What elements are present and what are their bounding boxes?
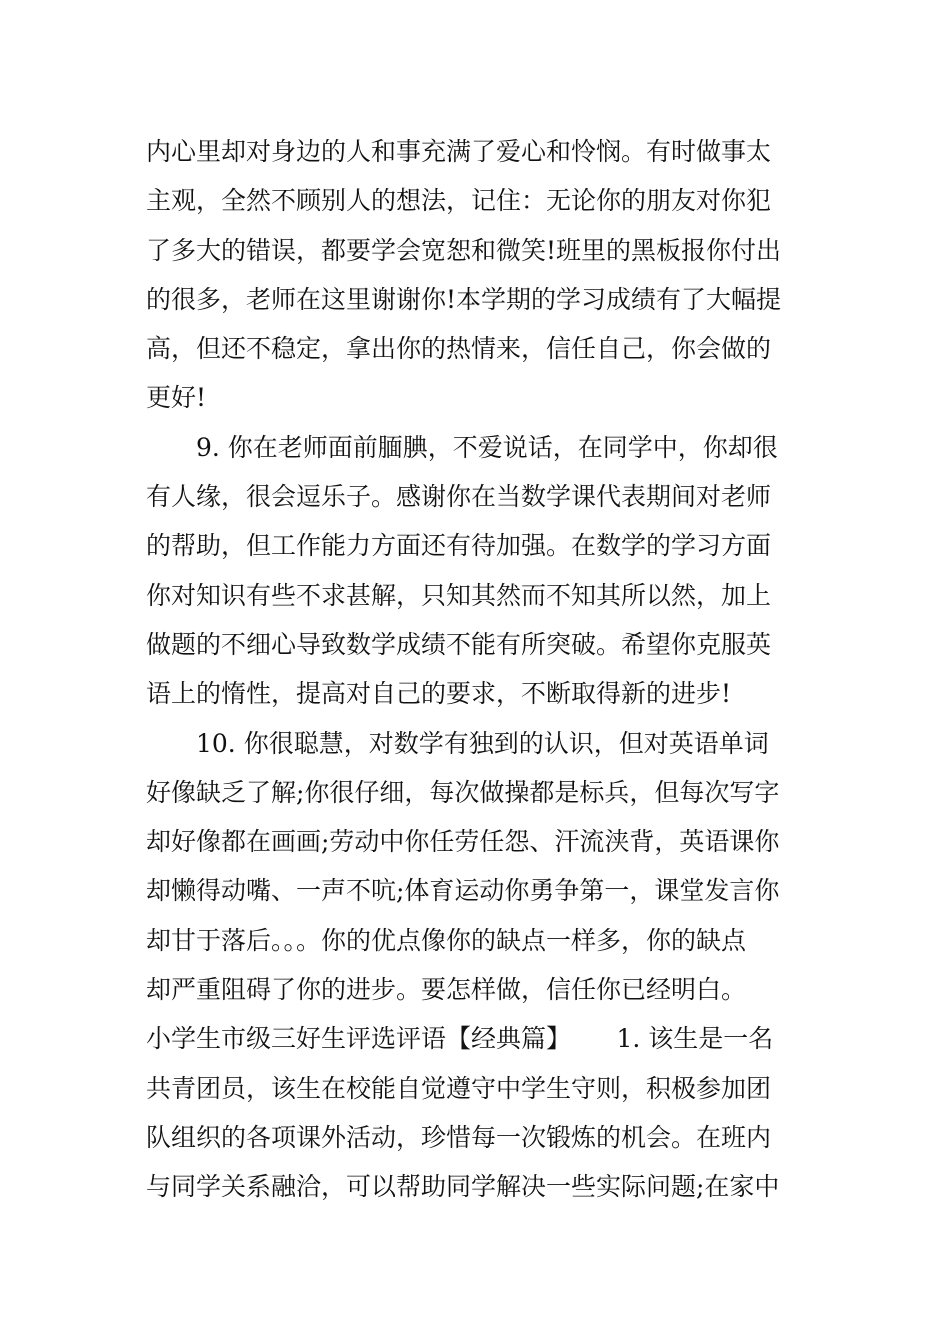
text-line-5: 高，但还不稳定，拿出你的热情来，信任自己，你会做的 bbox=[146, 334, 772, 364]
text-line-18: 却严重阻碍了你的进步。要怎样做，信任你已经明白。 bbox=[146, 975, 747, 1005]
text-line-15: 却好像都在画画;劳动中你任劳任怨、汗流浃背，英语课你 bbox=[146, 827, 780, 857]
text-line-9: 的帮助，但工作能力方面还有待加强。在数学的学习方面 bbox=[146, 531, 772, 561]
text-line-12: 语上的惰性，提高对自己的要求，不断取得新的进步! bbox=[146, 679, 732, 709]
text-line-7: 9. 你在老师面前腼腆，不爱说话，在同学中，你却很 bbox=[146, 432, 778, 462]
section-heading-line: 小学生市级三好生评选评语【经典篇】 1. 该生是一名 bbox=[146, 1024, 774, 1054]
text-line-22: 与同学关系融洽，可以帮助同学解决一些实际问题;在家中 bbox=[146, 1172, 780, 1202]
text-line-1: 内心里却对身边的人和事充满了爱心和怜悯。有时做事太 bbox=[146, 137, 772, 166]
text-line-10: 你对知识有些不求甚解，只知其然而不知其所以然，加上 bbox=[146, 580, 772, 610]
text-line-11: 做题的不细心导致数学成绩不能有所突破。希望你克服英 bbox=[146, 629, 772, 659]
text-line-14: 好像缺乏了解;你很仔细，每次做操都是标兵，但每次写字 bbox=[146, 777, 780, 807]
text-line-13: 10. 你很聪慧，对数学有独到的认识，但对英语单词 bbox=[146, 728, 769, 758]
text-line-3: 了多大的错误，都要学会宽恕和微笑!班里的黑板报你付出 bbox=[146, 235, 782, 265]
text-line-21: 队组织的各项课外活动，珍惜每一次锻炼的机会。在班内 bbox=[146, 1122, 772, 1152]
document-body bbox=[146, 127, 816, 1212]
text-line-20: 共青团员，该生在校能自觉遵守中学生守则，积极参加团 bbox=[146, 1073, 772, 1103]
text-line-16: 却懒得动嘴、一声不吭;体育运动你勇争第一，课堂发言你 bbox=[146, 876, 780, 906]
text-line-4: 的很多，老师在这里谢谢你!本学期的学习成绩有了大幅提 bbox=[146, 284, 782, 314]
text-line-2: 主观，全然不顾别人的想法，记住：无论你的朋友对你犯 bbox=[146, 186, 772, 216]
text-line-6: 更好! bbox=[146, 383, 207, 413]
text-line-17: 却甘于落后。。。你的优点像你的缺点一样多，你的缺点 bbox=[146, 925, 747, 955]
text-line-8: 有人缘，很会逗乐子。感谢你在当数学课代表期间对老师 bbox=[146, 482, 772, 512]
